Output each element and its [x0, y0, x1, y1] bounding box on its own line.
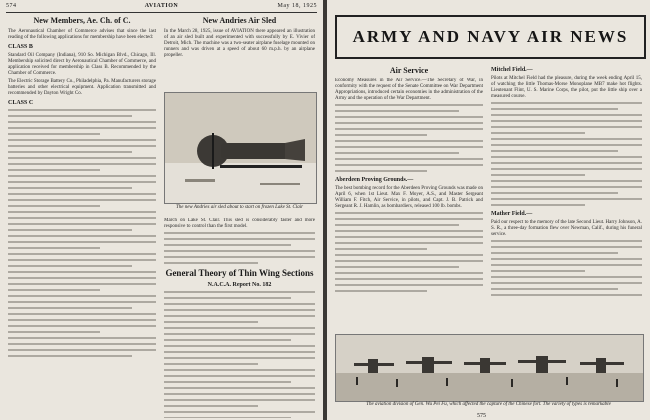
left-page	[0, 0, 323, 420]
air-sled-caption: The new Andries air sled about to start on frozen Lake St. Clair	[175, 205, 304, 210]
report-number: N.A.C.A. Report No. 182	[207, 282, 272, 288]
left-column-2-lower	[164, 218, 315, 418]
running-head-left	[6, 3, 317, 12]
aviation-division-caption: The aviation division of Gen. Wu Pei Fu, which affected the capture of the Chinese fort. The variety of types is remarkable	[366, 402, 611, 407]
body-text-block	[491, 102, 642, 206]
aberdeen-subhead: Aberdeen Proving Grounds.—	[335, 177, 414, 183]
header-rule-left	[6, 12, 317, 13]
left-column-1	[8, 15, 156, 415]
mather-field-subhead: Mather Field.—	[491, 211, 533, 217]
mitchel-field-text: Pilots at Mitchel Field had the pleasure, during the week ending April 15, of watching the little Thomas-Morse Monoplane MB7 make hot flights. Lieutenant Flint, U. S. Marine Corps, the pilot, put the little ship over a measured course.	[491, 76, 642, 99]
member-entry: The Electric Storage Battery Co., Philadelphia, Pa. Manufacturers storage batteries and other electrical equipment. Application transmitted and recommended by Dayton Wright Co.	[8, 79, 156, 96]
aberdeen-text: The best bombing record for the Aberdeen Proving Grounds was made on April 6, when 1st Lieut. Max F. Moyer, A.S., and Master Sergeant William F. Fitch, Air Service, in pilots, and Capt. J. B. Patrick and Sergeant R. J. Hamlin, as bombardiers, released 100 lb. bombs.	[335, 186, 483, 209]
right-column-1	[335, 78, 483, 330]
issue-date: May 18, 1925	[277, 3, 317, 9]
member-entry: Standard Oil Company (Indiana), 910 So. Michigan Blvd., Chicago, Ill. Membership solicited direct by Aeronautical Chamber of Commerce, and application received for membership in Class B. Recommended by the Chamber of Commerce.	[8, 53, 156, 76]
article-heading-air-sled: New Andries Air Sled	[202, 16, 277, 25]
page-number-left: 574	[6, 3, 17, 9]
body-text-block	[335, 212, 483, 292]
article-intro: The Aeronautical Chamber of Commerce advises that since the last reading of the following applications for membership have been elected:	[8, 29, 156, 40]
air-sled-intro: In the March 28, 1925, issue of AVIATION there appeared an illustration of an air sled built and experimented with successfully by E. Vivier of Detroit, Mich. The machine was a two-seater airplane fuselage mounted on runners and was driven at a speed of about 60 m.p.h. by an airplane propeller.	[164, 29, 315, 58]
right-page	[327, 0, 650, 420]
body-text-block	[164, 291, 315, 418]
air-sled-photo	[164, 92, 317, 204]
running-title-left: AVIATION	[144, 3, 179, 9]
class-b-label: CLASS B	[8, 44, 33, 50]
airfield-illustration	[336, 335, 643, 401]
mather-field-text: Paid our respect to the memory of the late Second Lieut. Harry Johnson, A. S. R., a three-day formation flew over Newman, Calif., during his funeral service.	[491, 220, 642, 237]
banner-title: ARMY AND NAVY AIR NEWS	[352, 27, 629, 46]
air-sled-continued: March on Lake St. Clair. This sled is considerably faster and more responsive to control than the first model.	[164, 218, 315, 229]
right-column-2	[491, 66, 642, 330]
air-sled-illustration	[165, 93, 316, 203]
body-text-block	[335, 104, 483, 172]
aviation-division-photo	[335, 334, 644, 402]
air-service-heading: Air Service	[389, 66, 429, 75]
class-c-label: CLASS C	[8, 100, 34, 106]
section-banner	[335, 15, 646, 59]
article-heading-thin-wing: General Theory of Thin Wing Sections	[165, 268, 314, 278]
article-heading-new-members: New Members, Ae. Ch. of C.	[33, 16, 131, 25]
body-text-block	[164, 232, 315, 264]
economy-measures-text: Economy Measures in the Air Service.—The Secretary of War, in conformity with the request of the Senate Committee on War Department Appropriations, introduced certain economies in the administration of the Army and the operation of the War Department.	[335, 78, 483, 101]
mitchel-field-subhead: Mitchel Field.—	[491, 67, 533, 73]
page-number-right: 575	[477, 413, 486, 419]
body-text-block	[491, 240, 642, 296]
body-text-block	[8, 109, 156, 357]
